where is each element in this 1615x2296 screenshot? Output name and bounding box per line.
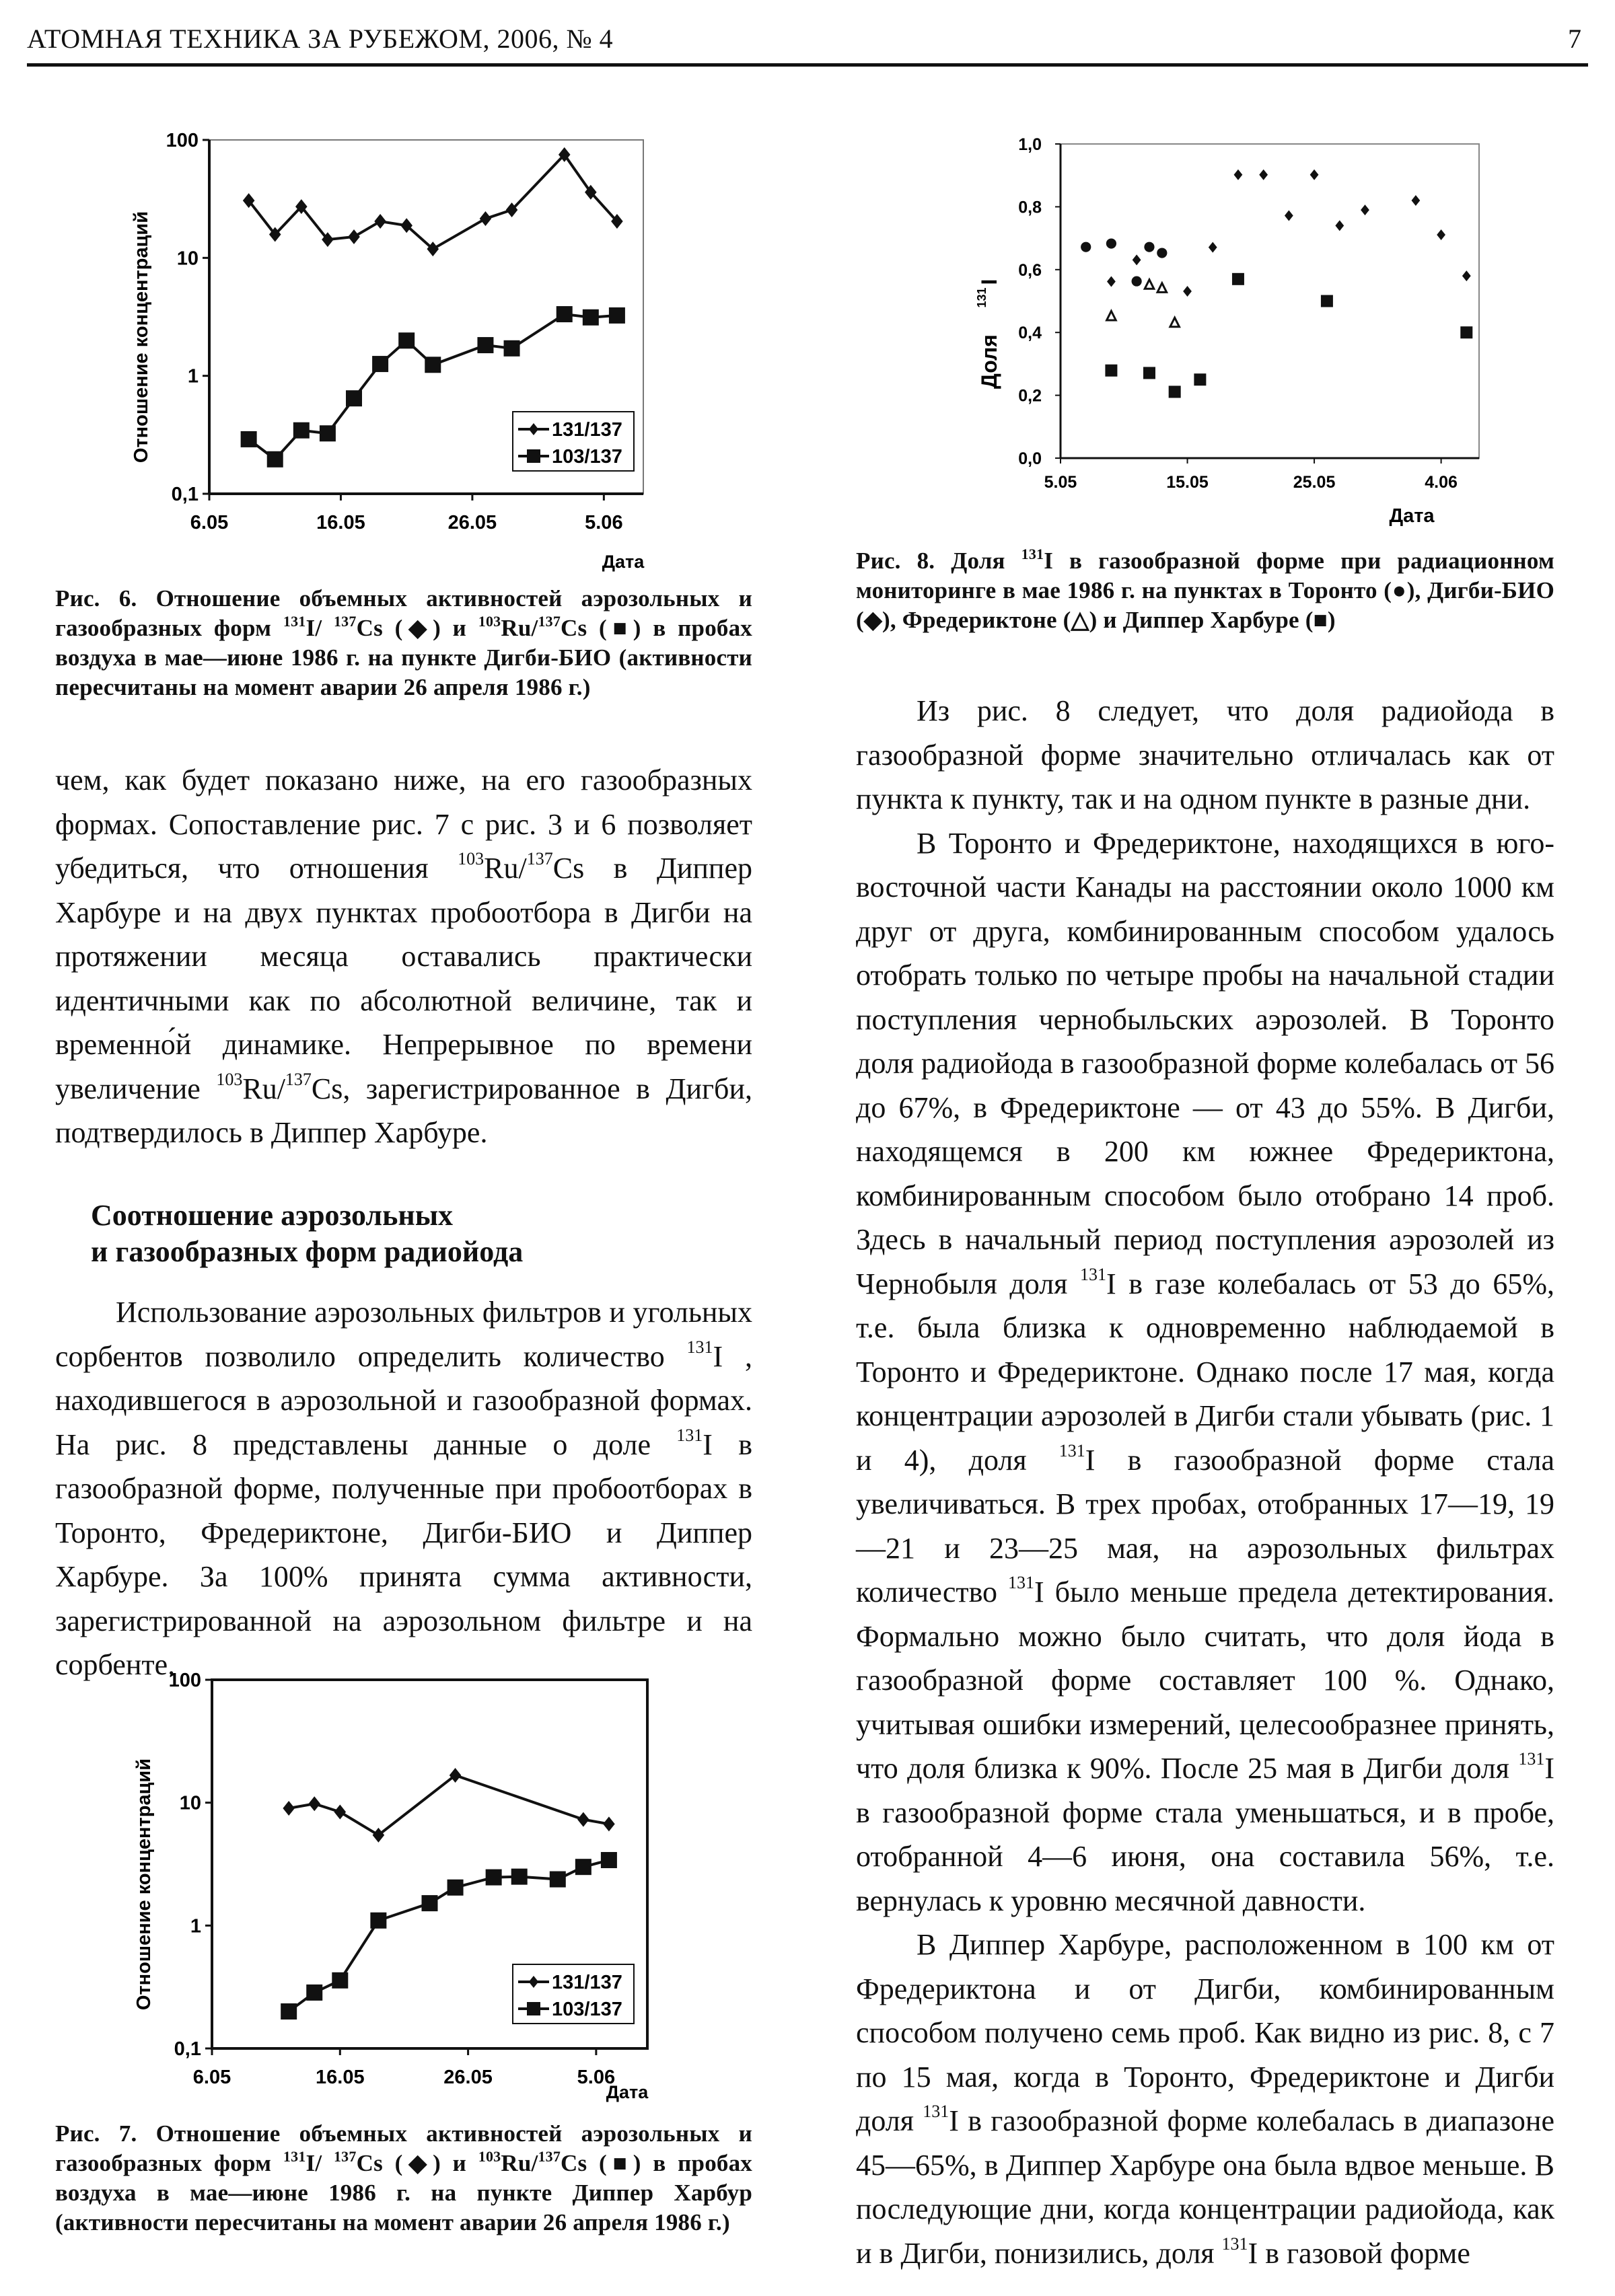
superscript-isotope: 137 (538, 613, 561, 630)
figure-6-caption: Рис. 6. Отношение объемных активностей аэрозольных и газообразных форм $^{131}$I/ $^{137}$Cs (◆) и $^{103}$Ru/$^{137}$Cs (■) в пробах воздуха в мае—июне 1986 г. на пункте Дигби-БИО (активности пересчитаны на момент аварии 26 апреля 1986 г.) (55, 585, 752, 700)
y-tick-label: 10 (179, 1792, 201, 1814)
y-tick-label: 1 (187, 365, 199, 387)
data-point-diamond (1335, 220, 1344, 231)
superscript-isotope: 137 (285, 1069, 312, 1089)
paragraph: чем, как будет показано ниже, на его газообразных формах. Сопоставление рис. 7 с рис. 3 и 6 позволяет убедиться, что отношения $^{103}$Ru/$^{137}$Cs в Диппер Харбуре и на двух пунктах пробоотбора в Дигби на протяжении месяца оставались практически идентичными как по абсолютной величине, так и временно́й динамике. Непрерывное по времени увеличение $^{103}$Ru/$^{137}$Cs, зарегистрированное в Дигби, подтвердилось в Диппер Харбуре. (55, 764, 753, 1149)
data-point-103-137 (583, 309, 599, 326)
superscript-isotope: 137 (526, 849, 553, 868)
data-point-diamond (1285, 210, 1293, 221)
data-point-square (1105, 365, 1117, 377)
x-axis-label: Дата (1389, 505, 1435, 527)
data-point-diamond (1209, 242, 1217, 253)
legend-label: 131/137 (552, 1972, 622, 1993)
data-point-103-137 (557, 306, 573, 322)
data-point-131-137 (308, 1796, 320, 1811)
data-point-square (1169, 385, 1181, 398)
y-tick-label: 100 (166, 130, 199, 151)
data-point-131-137 (374, 214, 386, 229)
series-line-131-137 (249, 155, 617, 249)
legend-label: 103/137 (552, 446, 622, 468)
y-axis-label-superscript: 131 (975, 287, 989, 308)
legend-label: 131/137 (552, 419, 622, 441)
data-point-103-137 (511, 1869, 528, 1885)
data-point-circle (1144, 242, 1154, 252)
x-tick-label: 6.05 (190, 512, 229, 533)
data-point-square (1194, 373, 1206, 385)
data-point-103-137 (609, 307, 625, 324)
data-point-131-137 (283, 1801, 295, 1816)
right-column-text (856, 689, 1554, 2275)
plot-area (1061, 144, 1479, 458)
x-tick-label: 4.06 (1425, 473, 1458, 492)
superscript-isotope: 137 (333, 613, 357, 630)
data-point-103-137 (398, 332, 415, 348)
data-point-square (1232, 273, 1244, 285)
x-tick-label: 6.05 (192, 2067, 231, 2088)
data-point-103-137 (320, 425, 336, 441)
superscript-isotope: 137 (333, 2148, 357, 2165)
data-point-circle (1157, 248, 1167, 258)
data-point-103-137 (281, 2003, 297, 2020)
paragraph: Использование аэрозольных фильтров и угольных сорбентов позволило определить количество $^{131}$I , находившегося в аэрозольной и газообразной формах. На рис. 8 представлены данные о доле $^{131}$I в газообразной форме, полученные при пробоотборах в Торонто, Фредериктоне, Дигби-БИО и Диппер Харбуре. За 100% принята сумма активности, зарегистрированной на аэрозольном фильтре и на сорбенте. (55, 1296, 752, 1681)
superscript-isotope: 131 (1021, 546, 1044, 562)
superscript-isotope: 131 (1008, 1573, 1035, 1592)
section-heading-line-1: Соотношение аэрозольных (91, 1199, 454, 1232)
x-tick-label: 5.06 (585, 512, 623, 533)
data-point-131-137 (603, 1816, 615, 1831)
x-tick-label: 15.05 (1166, 473, 1209, 492)
x-tick-label: 26.05 (447, 512, 497, 533)
y-tick-label: 0,2 (1018, 386, 1042, 406)
data-point-103-137 (425, 357, 441, 373)
data-point-103-137 (372, 356, 388, 372)
superscript-isotope: 131 (686, 1337, 713, 1357)
data-point-diamond (1411, 195, 1420, 206)
y-axis-label: Отношение концентраций (131, 211, 152, 464)
data-point-103-137 (346, 390, 362, 406)
data-point-triangle-open (1107, 311, 1116, 320)
data-point-103-137 (486, 1869, 502, 1886)
figure-6-chart (101, 121, 747, 579)
x-tick-label: 25.05 (1293, 473, 1336, 492)
paragraph: В Диппер Харбуре, расположенном в 100 км от Фредериктона и от Дигби, комбинированным способом получено семь проб. Как видно из рис. 8, с 7 по 15 мая, когда в Торонто, Фредериктоне и Дигби доля $^{131}$I в газообразной форме колебалась в диапазоне 45—65%, в Диппер Харбуре она была вдвое меньше. В последующие дни, когда концентрации радиойода, как и в Дигби, понизились, доля $^{131}$I в газовой форме (856, 1928, 1554, 2270)
superscript-isotope: 131 (283, 613, 306, 630)
data-point-diamond (1437, 229, 1445, 240)
data-point-circle (1081, 242, 1091, 252)
data-point-square (1321, 295, 1333, 307)
data-point-131-137 (348, 229, 360, 244)
data-point-triangle-open (1157, 283, 1167, 293)
data-point-103-137 (550, 1872, 566, 1888)
left-column-paragraph-1 (55, 758, 752, 1155)
journal-title: АТОМНАЯ ТЕХНИКА ЗА РУБЕЖОМ, 2006, № 4 (27, 24, 614, 54)
data-point-131-137 (577, 1812, 589, 1827)
y-tick-label: 10 (176, 248, 199, 270)
paragraph: В Торонто и Фредериктоне, находящихся в юго-восточной части Канады на расстоянии около 1000 км друг от друга, комбинированным способом удалось отобрать только по четыре пробы на начальной стадии поступления чернобыльских аэрозолей. В Торонто доля радиойода в газообразной форме колебалась от 56 до 67%, в Фредериктоне — от 43 до 55%. В Дигби, находящемся в 200 км южнее Фредериктона, комбинированным способом было отобрано 14 проб. Здесь в начальный период поступления аэрозолей из Чернобыля доля $^{131}$I в газе колебалась от 53 до 65%, т.е. была близка к одновременно наблюдаемой в Торонто и Фредериктоне. Однако после 17 мая, когда концентрации аэрозолей в Дигби стали убывать (рис. 1 и 4), доля $^{131}$I в газообразной форме стала увеличиваться. В трех пробах, отобранных 17—19, 19—21 и 23—25 мая, на аэрозольных фильтрах количество $^{131}$I было меньше предела детектирования. Формально можно было считать, что доля йода в газообразной форме составляет 100 %. Однако, учитывая ошибки измерений, целесообразнее принять, что доля близка к 90%. После 25 мая в Дигби доля $^{131}$I в газообразной форме стала уменьшаться, и в пробе, отобранной 4—6 июня, она составила 56%, т.е. вернулась к уровню месячной давности. (856, 826, 1555, 1917)
data-point-103-137 (504, 340, 520, 357)
data-point-square (1143, 367, 1155, 379)
y-axis-label-group (975, 279, 1001, 389)
y-tick-label: 0,8 (1018, 198, 1042, 217)
superscript-isotope: 131 (283, 2148, 306, 2165)
superscript-isotope: 103 (458, 849, 485, 868)
section-heading-line-2: и газообразных форм радиойода (91, 1235, 524, 1268)
x-tick-label: 16.05 (316, 512, 365, 533)
data-point-diamond (1234, 170, 1243, 180)
data-point-diamond (1462, 270, 1471, 281)
data-point-103-137 (293, 422, 310, 439)
y-tick-label: 0,4 (1018, 324, 1042, 343)
superscript-isotope: 137 (538, 2148, 561, 2165)
y-tick-label: 0,1 (171, 484, 199, 505)
paragraph: Из рис. 8 следует, что доля радиойода в газообразной форме значительно отличалась как от пункта к пункту, так и на одном пункте в разные дни. (856, 694, 1554, 815)
data-point-diamond (1259, 170, 1268, 180)
data-point-103-137 (306, 1985, 322, 2001)
y-axis-label-tail: I (977, 279, 1001, 285)
x-axis-label: Дата (602, 552, 645, 572)
y-tick-label: 1,0 (1018, 135, 1042, 154)
superscript-isotope: 131 (1221, 2233, 1248, 2254)
page-number: 7 (1568, 24, 1581, 54)
data-point-triangle-open (1145, 280, 1154, 289)
data-point-diamond (1183, 286, 1192, 297)
data-point-103-137 (332, 1972, 348, 1989)
x-tick-label: 26.05 (443, 2067, 493, 2088)
series-line-131-137 (289, 1775, 609, 1835)
y-axis-label: Доля (977, 334, 1001, 389)
y-tick-label: 0,0 (1018, 449, 1042, 468)
superscript-isotope: 131 (1079, 1264, 1106, 1284)
superscript-isotope: 131 (676, 1425, 703, 1445)
x-tick-label: 5.06 (577, 2067, 616, 2088)
data-point-103-137 (370, 1913, 386, 1929)
superscript-isotope: 131 (923, 2102, 949, 2121)
y-tick-label: 100 (168, 1670, 201, 1691)
data-point-circle (1106, 238, 1116, 248)
y-tick-label: 0,6 (1018, 260, 1042, 280)
data-point-square (1460, 326, 1472, 338)
superscript-isotope: 131 (1518, 1749, 1545, 1769)
superscript-isotope: 103 (216, 1069, 243, 1089)
y-tick-label: 0,1 (174, 2038, 201, 2060)
data-point-131-137 (373, 1828, 385, 1843)
figure-8-caption: Рис. 8. Доля $^{131}$I в газообразной форме при радиационном мониторинге в мае 1986 г. на пунктах в Торонто (●), Дигби-БИО (◆), Фредериктоне (△) и Диппер Харбуре (■) (856, 546, 1555, 633)
legend-marker-square (527, 449, 540, 463)
data-point-triangle-open (1170, 318, 1180, 327)
superscript-isotope: 131 (1058, 1440, 1085, 1460)
superscript-isotope: 103 (478, 2148, 501, 2165)
data-point-103-137 (267, 451, 283, 468)
data-point-103-137 (477, 337, 493, 353)
data-point-diamond (1361, 205, 1369, 215)
data-point-diamond (1133, 254, 1141, 265)
data-point-diamond (1107, 276, 1116, 287)
data-point-103-137 (575, 1859, 591, 1875)
figure-8-chart (929, 121, 1534, 545)
section-heading (91, 1197, 523, 1270)
superscript-isotope: 103 (478, 613, 501, 630)
data-point-103-137 (601, 1852, 617, 1868)
x-axis-label: Дата (606, 2082, 649, 2102)
data-point-103-137 (241, 431, 257, 447)
data-point-131-137 (334, 1804, 346, 1819)
x-tick-label: 5.05 (1044, 473, 1077, 492)
data-point-diamond (1310, 170, 1319, 180)
x-tick-label: 16.05 (316, 2067, 365, 2088)
y-axis-label: Отношение концентраций (133, 1758, 155, 2011)
figure-7-caption: Рис. 7. Отношение объемных активностей аэрозольных и газообразных форм $^{131}$I/ $^{137}$Cs (◆) и $^{103}$Ru/$^{137}$Cs (■) в пробах воздуха в мае—июне 1986 г. на пункте Диппер Харбур (активности пересчитаны на момент аварии 26 апреля 1986 г.) (55, 2120, 752, 2235)
data-point-103-137 (422, 1895, 438, 1911)
data-point-circle (1132, 276, 1142, 286)
data-point-103-137 (447, 1880, 464, 1896)
legend-marker-square (527, 2002, 540, 2015)
y-tick-label: 1 (190, 1915, 201, 1937)
figure-7-chart (101, 1662, 747, 2106)
left-column-paragraph-2 (55, 1290, 752, 1687)
legend-label: 103/137 (552, 1999, 622, 2020)
data-point-131-137 (480, 211, 492, 226)
data-point-131-137 (450, 1768, 462, 1783)
running-header (27, 15, 1588, 67)
